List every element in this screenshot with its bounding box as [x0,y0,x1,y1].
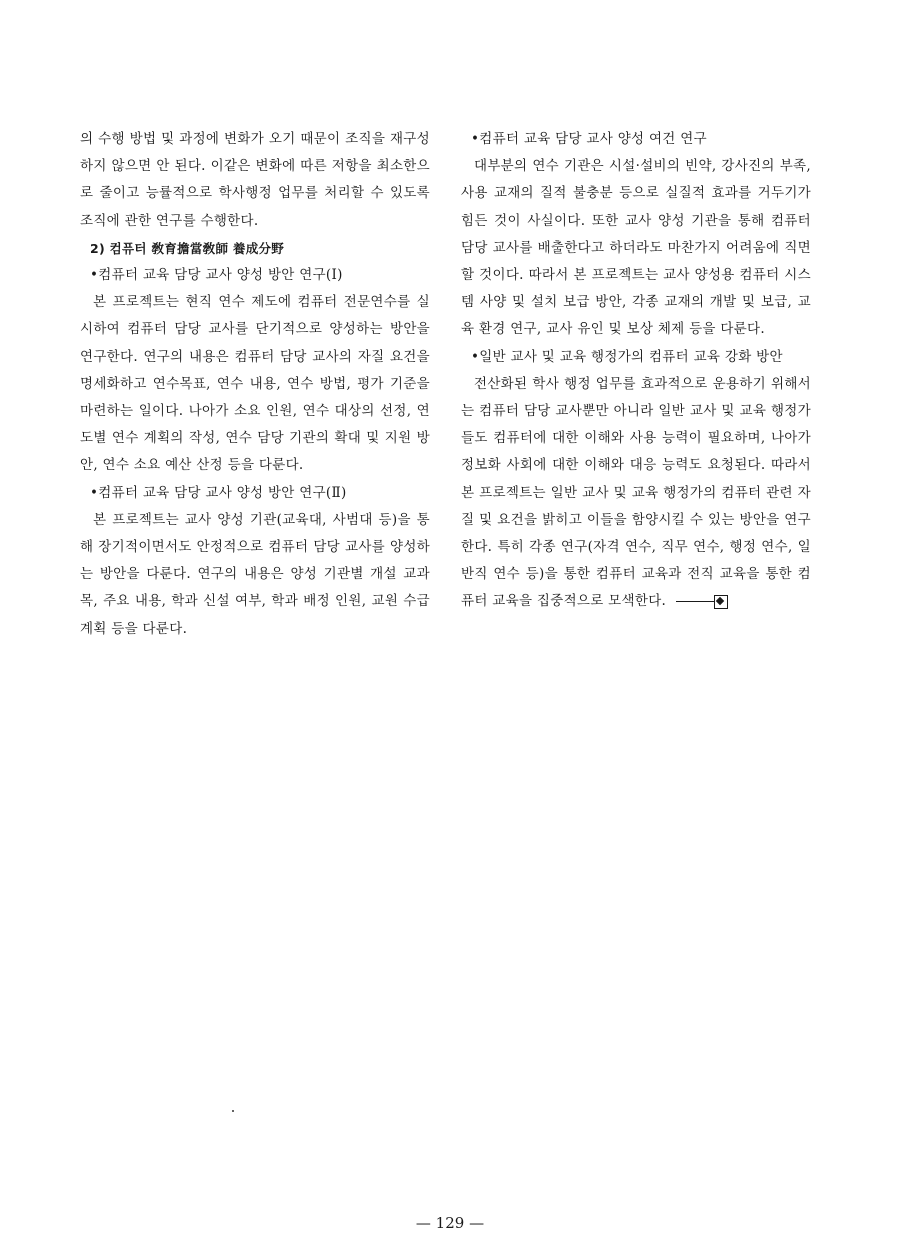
paragraph-general-teachers [461,371,811,616]
section-heading: 2) 컴퓨터 敎育擔當敎師 養成分野 [90,240,285,256]
page-number: — 129 — [415,1214,485,1232]
paragraph-general-teachers-text: 전산화된 학사 행정 업무를 효과적으로 운용하기 위해서는 컴퓨터 담당 교사뿐만 아니라 일반 교사 및 교육 행정가들도 컴퓨터에 대한 이해와 사용 능력이 필요하며, 나아가 정보화 사회에 대한 이해와 대응 능력도 요청된다. 따라서 본 프로젝트는 일반 교사 및 교육 행정가의 컴퓨터 관련 자질 및 요건을 밝히고 이들을 함양시킬 수 있는 방안을 연구한다. 특히 각종 연구(자격 연수, 직무 연수, 행정 연수, 일반직 연수 등)을 통한 컴퓨터 교육과 전직 교육을 통한 컴퓨터 교육을 집중적으로 모색한다. [461,375,811,610]
left-column [80,126,430,643]
end-of-article-diamond-icon [676,595,728,609]
paragraph-training-1: 본 프로젝트는 현직 연수 제도에 컴퓨터 전문연수를 실시하여 컴퓨터 담당 교사를 단기적으로 양성하는 방안을 연구한다. 연구의 내용은 컴퓨터 담당 교사의 자질 요건을 명세화하고 연수목표, 연수 내용, 연수 방법, 평가 기준을 마련하는 일이다. 나아가 소요 인원, 연수 대상의 선정, 연도별 연수 계획의 작성, 연수 담당 기관의 확대 및 지원 방안, 연수 소요 예산 산정 등을 다룬다. [80,294,430,474]
bullet-item-conditions: •컴퓨터 교육 담당 교사 양성 여건 연구 [471,131,707,147]
end-mark-rule [676,601,714,602]
paragraph-conditions: 대부분의 연수 기관은 시설·설비의 빈약, 강사진의 부족, 사용 교재의 질적 불충분 등으로 실질적 효과를 거두기가 힘든 것이 사실이다. 또한 교사 양성 기관을 통해 컴퓨터 담당 교사를 배출한다고 하더라도 마찬가지 어려움에 직면할 것이다. 따라서 본 프로젝트는 교사 양성용 컴퓨터 시스템 사양 및 설치 보급 방안, 각종 교재의 개발 및 보급, 교육 환경 연구, 교사 유인 및 보상 체제 등을 다룬다. [461,158,811,338]
right-column [461,126,811,616]
paragraph-continuation: 의 수행 방법 및 과정에 변화가 오기 때문이 조직을 재구성하지 않으면 안 된다. 이같은 변화에 따른 저항을 최소한으로 줄이고 능률적으로 학사행정 업무를 처리할 수 있도록 조직에 관한 연구를 수행한다. [80,131,430,229]
bullet-item-training-1: •컴퓨터 교육 담당 교사 양성 방안 연구(Ⅰ) [90,267,343,284]
paragraph-training-2: 본 프로젝트는 교사 양성 기관(교육대, 사범대 등)을 통해 장기적이면서도 안정적으로 컴퓨터 담당 교사를 양성하는 방안을 다룬다. 연구의 내용은 양성 기관별 개설 교과목, 주요 내용, 학과 신설 여부, 학과 배정 인원, 교원 수급 계획 등을 다룬다. [80,511,430,637]
end-mark-box [714,595,728,609]
bullet-item-training-2: •컴퓨터 교육 담당 교사 양성 방안 연구(Ⅱ) [90,484,347,501]
bullet-item-general-teachers: •일반 교사 및 교육 행정가의 컴퓨터 교육 강화 방안 [471,348,783,365]
scan-speck [232,1110,234,1112]
